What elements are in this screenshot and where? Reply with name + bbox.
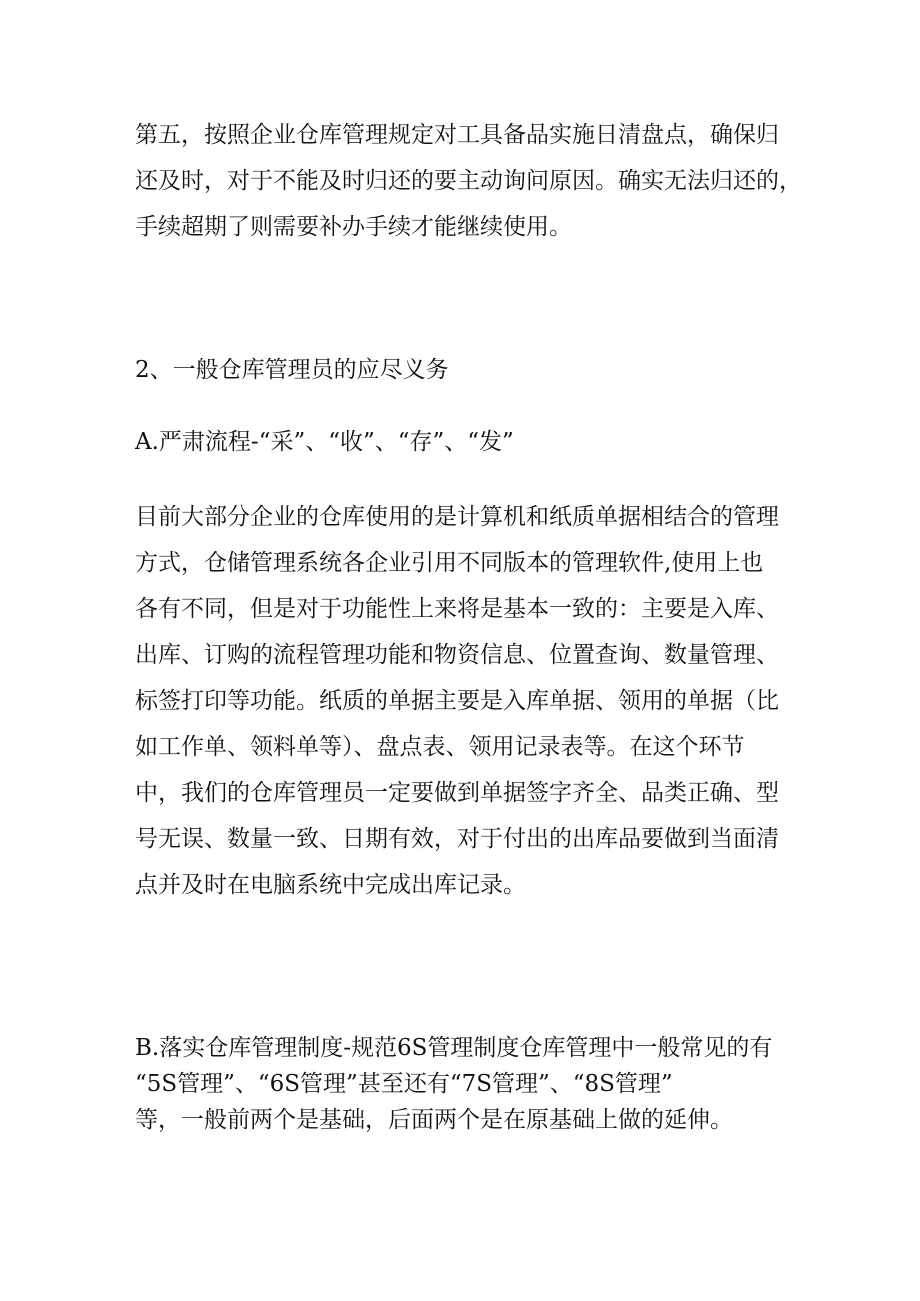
- subsection-heading-a: [135, 424, 815, 460]
- paragraph-line: 号无误、数量一致、日期有效，对于付出的出库品要做到当面清: [135, 826, 779, 852]
- section-heading-2: [135, 352, 815, 388]
- paragraph-line: 手续超期了则需要补办手续才能继续使用。: [135, 214, 572, 240]
- subsection-heading-text: A.严肃流程-“采”、“收”、“存”、“发”: [135, 429, 514, 455]
- paragraph-line: 标签打印等功能。纸质的单据主要是入库单据、领用的单据（比: [135, 688, 779, 714]
- paragraph-line: 出库、订购的流程管理功能和物资信息、位置查询、数量管理、: [135, 642, 779, 668]
- paragraph-line: 各有不同，但是对于功能性上来将是基本一致的：主要是入库、: [135, 596, 779, 622]
- paragraph-process: [135, 494, 815, 908]
- paragraph-line: B.落实仓库管理制度-规范6S管理制度仓库管理中一般常见的有: [135, 1035, 773, 1061]
- paragraph-line: 目前大部分企业的仓库使用的是计算机和纸质单据相结合的管理: [135, 504, 779, 530]
- paragraph-line: 点并及时在电脑系统中完成出库记录。: [135, 872, 526, 898]
- paragraph-line: 中，我们的仓库管理员一定要做到单据签字齐全、品类正确、型: [135, 780, 779, 806]
- paragraph-line: 如工作单、领料单等）、盘点表、领用记录表等。在这个环节: [135, 734, 745, 760]
- paragraph-line: “5S管理”、“6S管理”甚至还有“7S管理”、“8S管理”: [135, 1071, 673, 1097]
- section-heading-text: 2、一般仓库管理员的应尽义务: [135, 357, 449, 383]
- paragraph-fifth-rule: [135, 112, 815, 250]
- paragraph-section-b: [135, 1030, 815, 1138]
- paragraph-line: 第五，按照企业仓库管理规定对工具备品实施日清盘点，确保归: [135, 122, 779, 148]
- paragraph-line: 还及时，对于不能及时归还的要主动询问原因。确实无法归还的，: [135, 168, 802, 194]
- paragraph-line: 方式，仓储管理系统各企业引用不同版本的管理软件,使用上也: [135, 550, 764, 576]
- paragraph-line: 等，一般前两个是基础，后面两个是在原基础上做的延伸。: [135, 1107, 733, 1133]
